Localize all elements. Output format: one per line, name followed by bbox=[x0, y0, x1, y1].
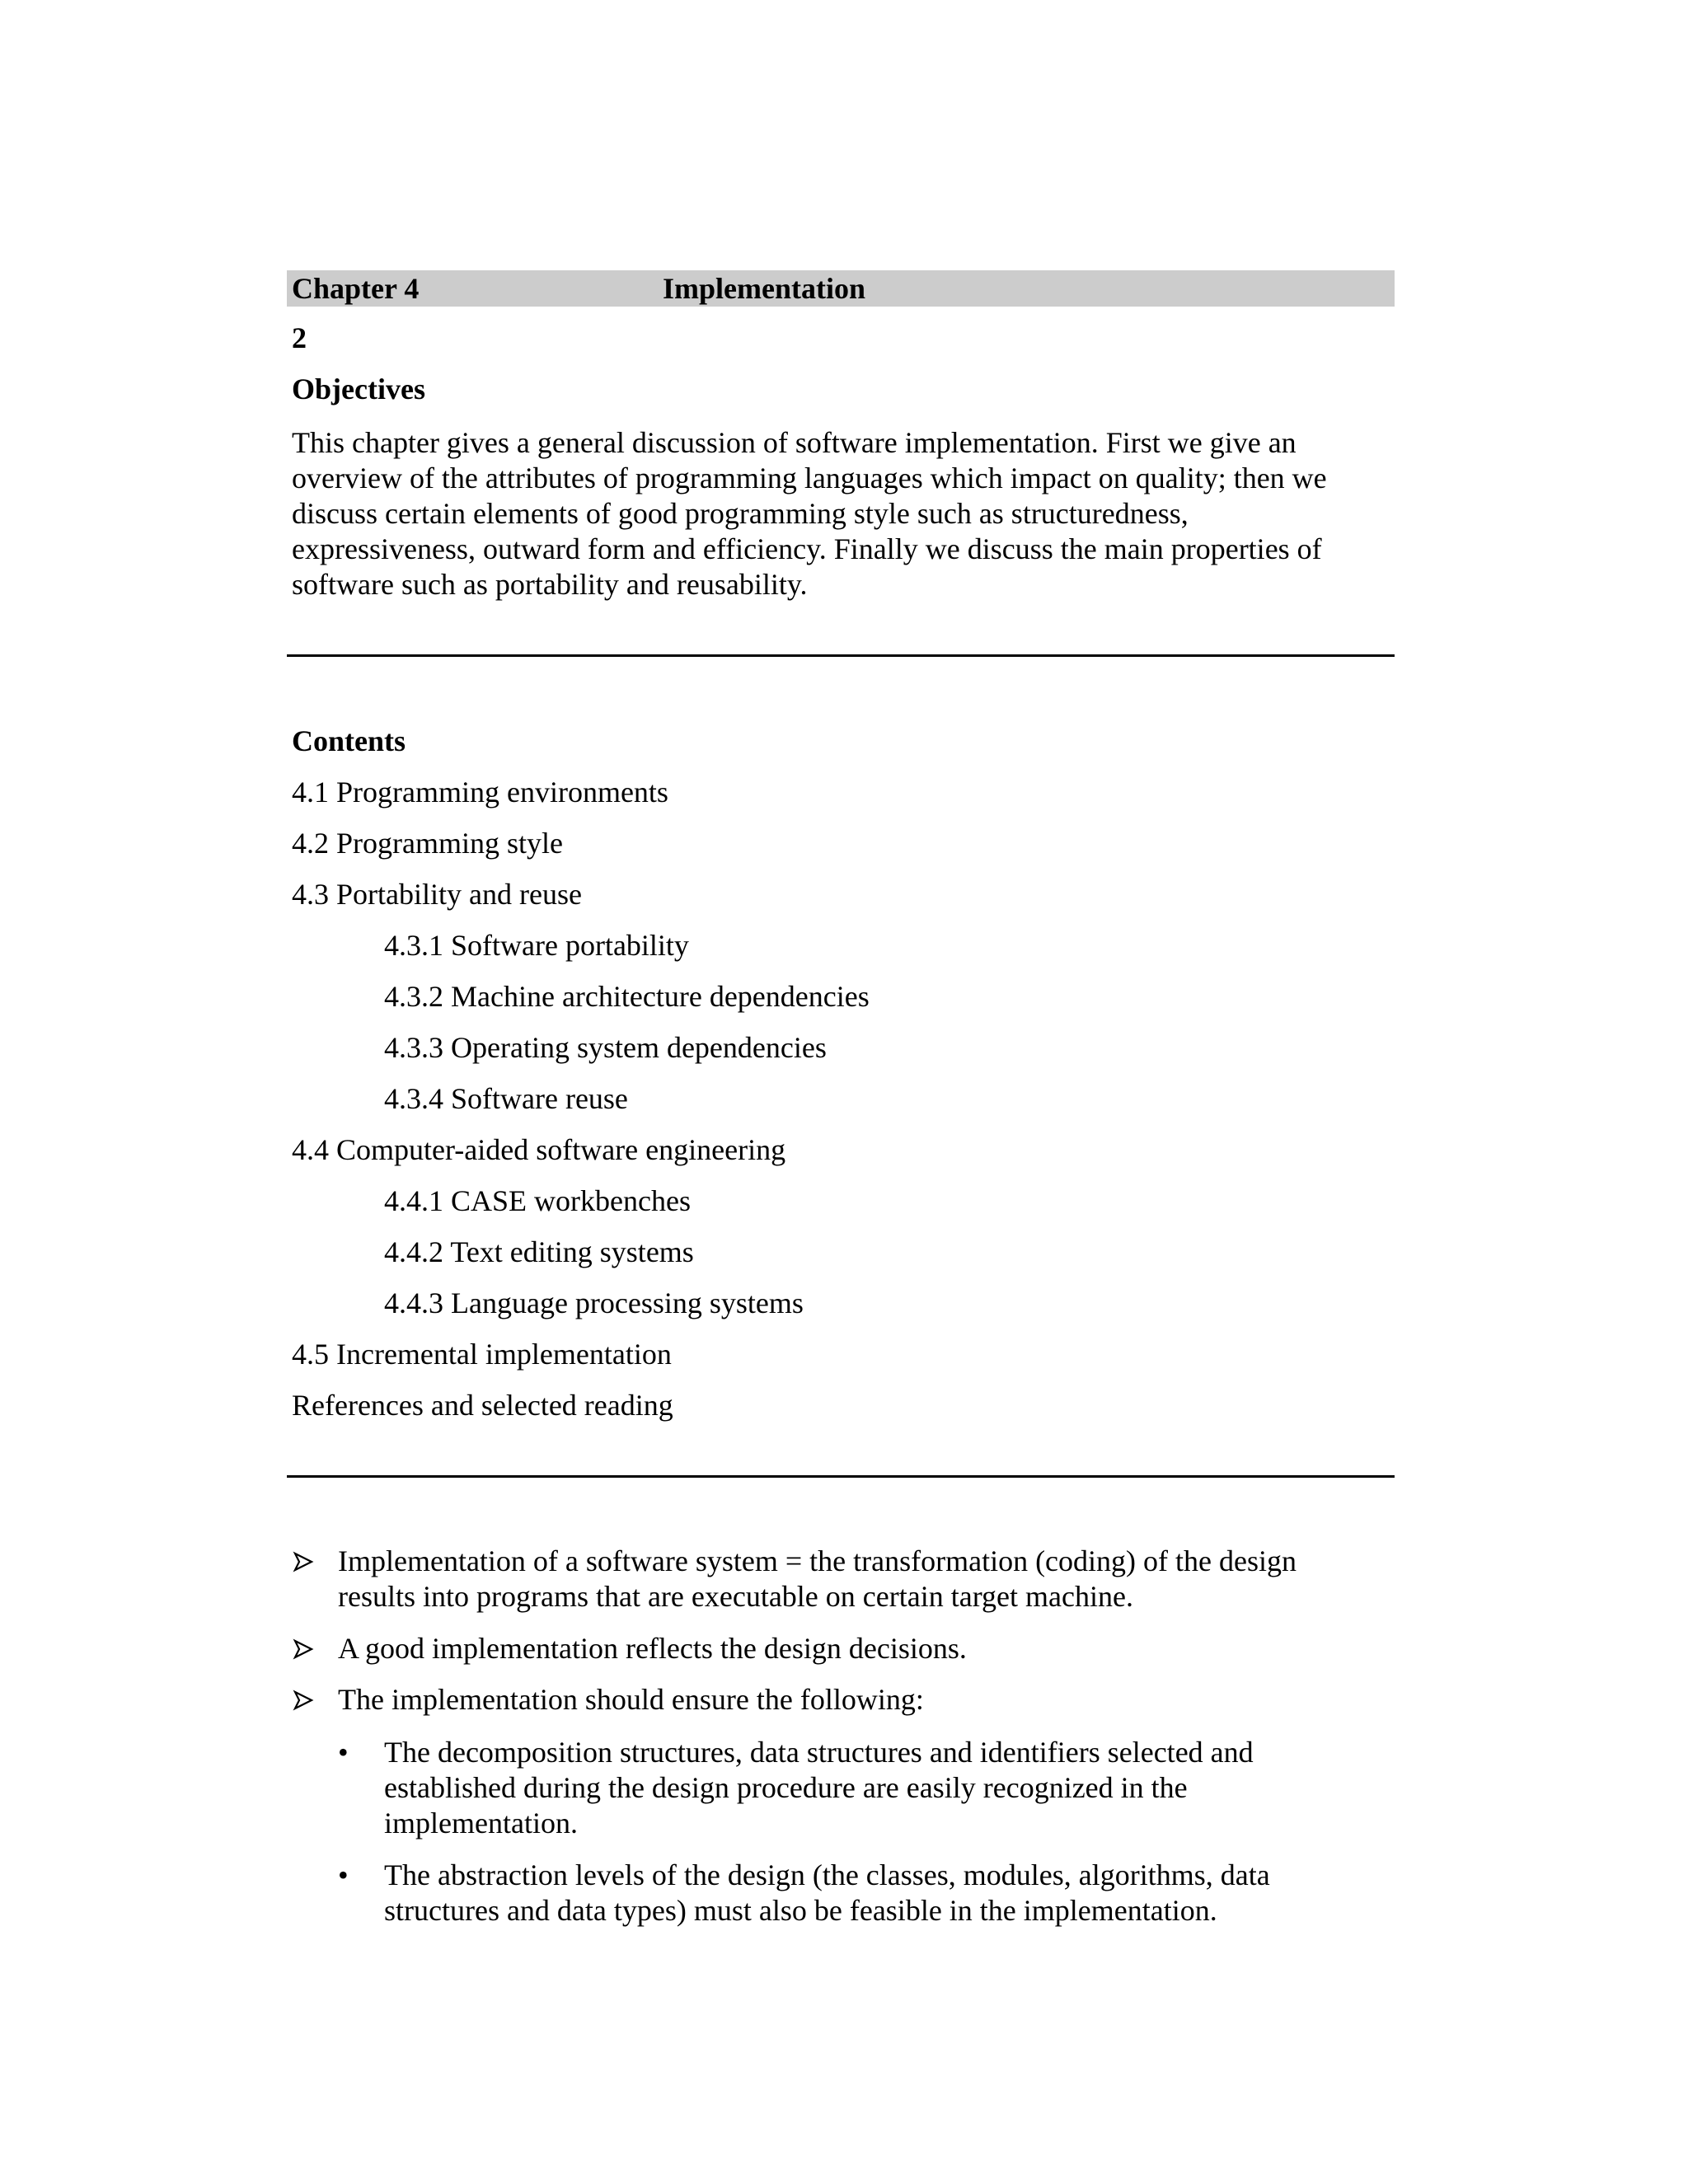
bullet-text bbox=[338, 1544, 1393, 1615]
toc-subitem: 4.4.3 Language processing systems bbox=[384, 1286, 804, 1319]
bullet-line: The implementation should ensure the following: bbox=[338, 1683, 924, 1716]
objectives-heading: Objectives bbox=[292, 373, 425, 405]
bullet-line: Implementation of a software system = the transformation (coding) of the design bbox=[338, 1544, 1296, 1577]
bullet-text bbox=[338, 1631, 1393, 1666]
bullet-line: results into programs that are executable on certain target machine. bbox=[338, 1580, 1133, 1613]
page-number: 2 bbox=[292, 321, 307, 354]
arrow-bullet-icon bbox=[292, 1544, 315, 1579]
objectives-line: overview of the attributes of programming languages which impact on quality; then we bbox=[292, 462, 1327, 494]
objectives-line: discuss certain elements of good programming style such as structuredness, bbox=[292, 497, 1189, 530]
toc-subitem: 4.3.1 Software portability bbox=[384, 929, 689, 962]
chapter-title: Implementation bbox=[663, 272, 865, 305]
bullet-dot-icon: • bbox=[338, 1736, 349, 1769]
contents-heading: Contents bbox=[292, 724, 406, 757]
sub-bullet-line: established during the design procedure are easily recognized in the bbox=[384, 1771, 1188, 1804]
objectives-paragraph bbox=[292, 425, 1396, 602]
arrow-bullet-icon bbox=[292, 1682, 315, 1718]
section-divider bbox=[287, 654, 1395, 657]
toc-item: 4.3 Portability and reuse bbox=[292, 878, 582, 911]
sub-bullet-text bbox=[384, 1858, 1396, 1929]
arrow-bullet-icon bbox=[292, 1631, 315, 1666]
sub-bullet-line: The decomposition structures, data structures and identifiers selected and bbox=[384, 1736, 1254, 1769]
toc-item: 4.1 Programming environments bbox=[292, 776, 668, 808]
toc-subitem: 4.3.4 Software reuse bbox=[384, 1082, 628, 1115]
bullet-text bbox=[338, 1682, 1393, 1718]
bullet-dot-icon: • bbox=[338, 1858, 349, 1891]
objectives-line: This chapter gives a general discussion of software implementation. First we give an bbox=[292, 426, 1296, 459]
chapter-header-bar bbox=[287, 270, 1395, 307]
toc-item: 4.4 Computer-aided software engineering bbox=[292, 1133, 786, 1166]
bullet-line: A good implementation reflects the design decisions. bbox=[338, 1632, 967, 1665]
sub-bullet-line: implementation. bbox=[384, 1807, 578, 1840]
toc-item: References and selected reading bbox=[292, 1389, 673, 1422]
toc-subitem: 4.4.1 CASE workbenches bbox=[384, 1184, 691, 1217]
toc-subitem: 4.4.2 Text editing systems bbox=[384, 1235, 694, 1268]
toc-subitem: 4.3.2 Machine architecture dependencies bbox=[384, 980, 870, 1013]
toc-subitem: 4.3.3 Operating system dependencies bbox=[384, 1031, 827, 1064]
sub-bullet-line: structures and data types) must also be feasible in the implementation. bbox=[384, 1894, 1217, 1927]
sub-bullet-line: The abstraction levels of the design (the classes, modules, algorithms, data bbox=[384, 1858, 1270, 1891]
toc-item: 4.2 Programming style bbox=[292, 827, 563, 860]
chapter-label: Chapter 4 bbox=[292, 272, 420, 305]
section-divider bbox=[287, 1475, 1395, 1478]
sub-bullet-text bbox=[384, 1735, 1396, 1841]
toc-item: 4.5 Incremental implementation bbox=[292, 1338, 672, 1371]
objectives-line: software such as portability and reusability. bbox=[292, 568, 808, 601]
objectives-line: expressiveness, outward form and efficiency. Finally we discuss the main properties of bbox=[292, 532, 1322, 565]
